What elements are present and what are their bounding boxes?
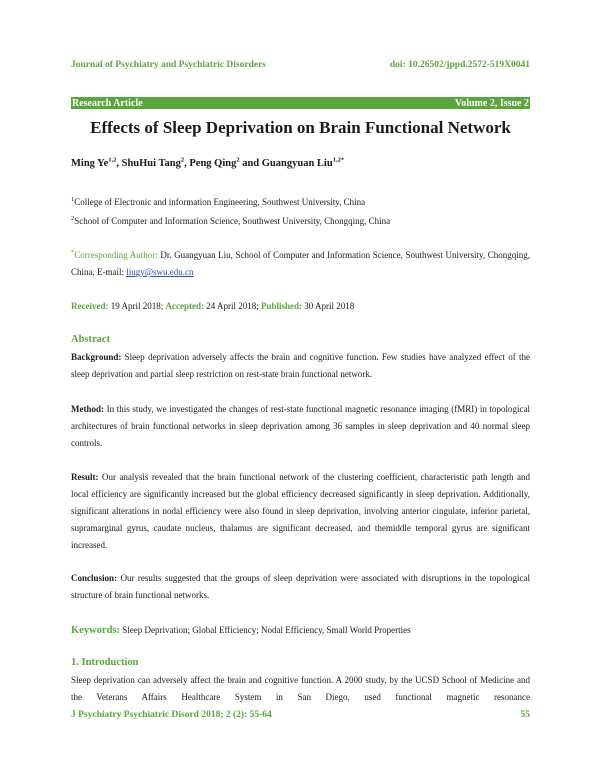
doi[interactable]: doi: 10.26502/jppd.2572-519X0041 (389, 60, 530, 70)
footer-citation: J Psychiatry Psychiatric Disord 2018; 2 (2): 55-64 (71, 710, 272, 720)
affiliation: $^2$School of Computer and Information Science, Southwest University, Chongqing, China (71, 215, 391, 226)
article-title: Effects of Sleep Deprivation on Brain Functional Network (90, 118, 511, 137)
article-type: Research Article (72, 97, 143, 109)
volume-issue: Volume 2, Issue 2 (454, 97, 529, 109)
page-number: 55 (520, 710, 530, 720)
affiliation: $^1$College of Electronic and information Engineering, Southwest University, China (71, 196, 366, 207)
abstract-result: Result: Our analysis revealed that the brain functional network of the clustering coefficient, characteristic path length and local efficiency are significantly increased but the global efficiency decreased significantly in sleep deprivation. Additionally, significant alterations in nodal efficiency were also found in sleep deprivation, involving anterior cingulate, inferior parietal, supramarginal gyrus, caudate nucleus, thalamus are significant decreased, and themiddle temporal gyrus are significant increased. (71, 472, 530, 550)
author: ShuHui Tang$^2$, (121, 156, 190, 169)
abstract-background: Background: Sleep deprivation adversely affects the brain and cognitive function. Few studies have analyzed effect of the sleep deprivation and partial sleep restriction on rest-state brain functional network. (71, 352, 530, 379)
article-dates: Received: 19 April 2018; Accepted: 24 April 2018; Published: 30 April 2018 (71, 301, 355, 311)
keywords: Keywords: Sleep Deprivation; Global Efficiency; Nodal Efficiency, Small World Properties (71, 625, 411, 636)
author: Peng Qing$^2$ and (189, 156, 262, 169)
introduction-text: Sleep deprivation can adversely affect the brain and cognitive function. A 2000 study, by the UCSD School of Medicine and the Veterans Affairs Healthcare System in San Diego, used functional magnetic resonance (71, 675, 530, 702)
article-info-bar (71, 97, 530, 109)
author-list (71, 158, 344, 169)
corresponding-author: *Corresponding Author: Dr. Guangyuan Liu, School of Computer and Information Science, Southwest University, Chongqing, China, E-mail: liugy@swu.edu.cn (71, 249, 530, 277)
introduction-heading: 1. Introduction (71, 657, 139, 668)
email-link[interactable]: liugy@swu.edu.cn (126, 267, 194, 277)
abstract-conclusion: Conclusion: Our results suggested that the groups of sleep deprivation were associated with disruptions in the topological structure of brain functional networks. (71, 573, 530, 600)
abstract-heading: Abstract (71, 334, 111, 345)
journal-name: Journal of Psychiatry and Psychiatric Disorders (71, 60, 267, 70)
abstract-method: Method: In this study, we investigated the changes of rest-state functional magnetic resonance imaging (fMRI) in topological architectures of brain functional networks in sleep deprivation among 36 samples in sleep deprivation and 40 normal sleep controls. (71, 404, 530, 448)
author: Ming Ye$^{1,2}$, (71, 156, 122, 169)
author: Guangyuan Liu$^{1,2*}$ (261, 156, 345, 169)
